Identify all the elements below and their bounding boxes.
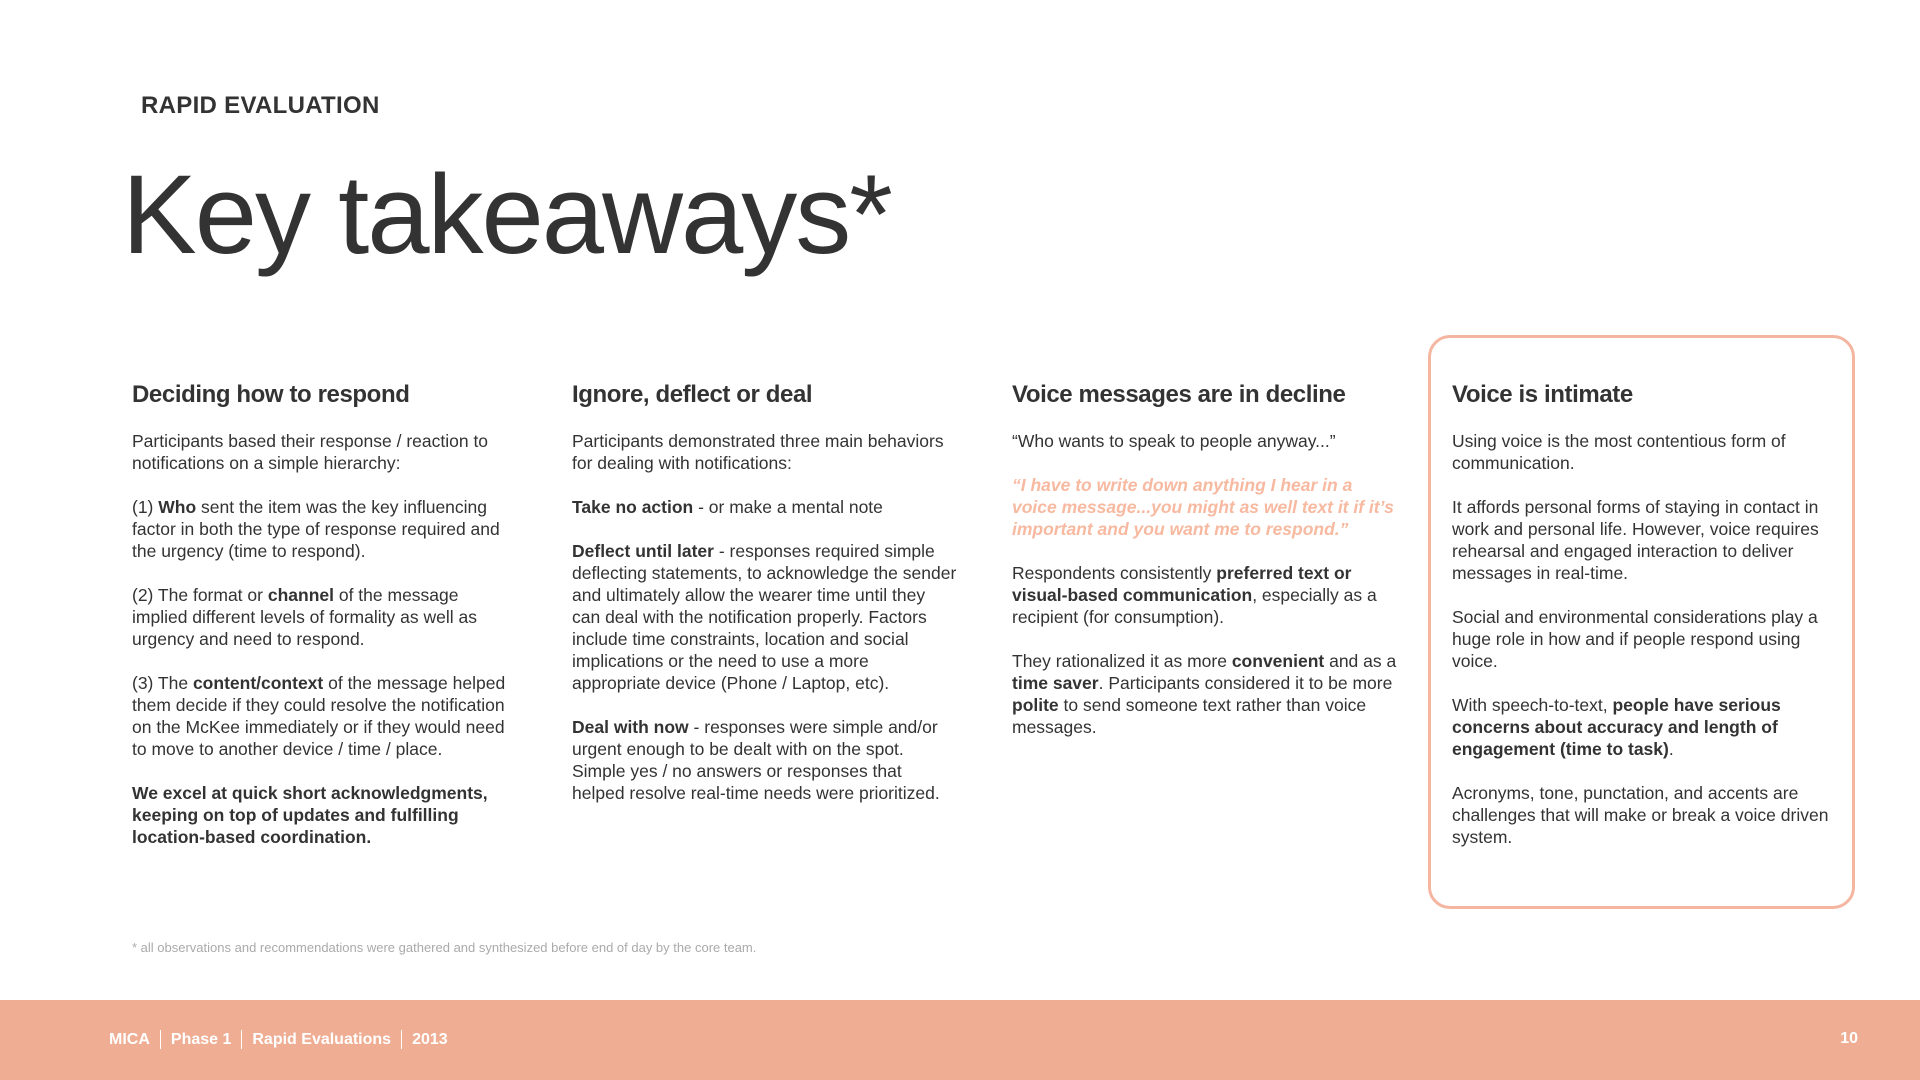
column-heading: Voice is intimate bbox=[1452, 381, 1633, 408]
text-run: - responses were simple and/or urgent enough to be dealt with on the spot. Simple yes / no answers or responses that helped resolve real-time needs were prioritized. bbox=[572, 717, 940, 803]
text-run: They rationalized it as more bbox=[1012, 651, 1232, 671]
text-run: of the message implied different levels of formality as well as urgency and need to respond. bbox=[132, 585, 477, 649]
column-body bbox=[132, 430, 517, 848]
text-run: . bbox=[1668, 739, 1674, 759]
column-body bbox=[572, 430, 957, 804]
takeaway-column-1 bbox=[132, 378, 517, 870]
emphasis-text: preferred text or visual-based communication bbox=[1012, 563, 1352, 605]
text-run: Social and environmental considerations play a huge role in how and if people respond using voice. bbox=[1452, 607, 1818, 671]
paragraph bbox=[1012, 562, 1397, 628]
paragraph bbox=[132, 672, 517, 760]
footnote: * all observations and recommendations were gathered and synthesized before end of day by the core team. bbox=[132, 940, 757, 955]
emphasis-text: Take no action bbox=[572, 497, 694, 517]
column-body bbox=[1452, 430, 1837, 848]
paragraph bbox=[1452, 606, 1837, 672]
text-run: Participants demonstrated three main behaviors for dealing with notifications: bbox=[572, 431, 944, 473]
text-run: (3) The bbox=[132, 673, 193, 693]
paragraph bbox=[132, 782, 517, 848]
emphasis-text: content/context bbox=[192, 673, 324, 693]
text-run: , especially as a recipient (for consumption). bbox=[1012, 585, 1377, 627]
text-run: . Participants considered it to be more bbox=[1098, 673, 1393, 693]
column-body bbox=[1012, 430, 1397, 738]
text-run: sent the item was the key influencing factor in both the type of response required and the urgency (time to respond). bbox=[132, 497, 500, 561]
text-run: It affords personal forms of staying in contact in work and personal life. However, voice requires rehearsal and engaged interaction to deliver messages in real-time. bbox=[1452, 497, 1819, 583]
page-number: 10 bbox=[1840, 1030, 1858, 1047]
text-run: With speech-to-text, bbox=[1452, 695, 1613, 715]
emphasis-text: people have serious concerns about accuracy and length of engagement (time to task) bbox=[1452, 695, 1781, 759]
footer-crumb: 2013 bbox=[412, 1030, 448, 1048]
paragraph bbox=[572, 540, 957, 694]
text-run: “I have to write down anything I hear in a voice message...you might as well text it if it’s important and you want me to respond.” bbox=[1012, 475, 1394, 539]
text-run: - or make a mental note bbox=[693, 497, 883, 517]
paragraph bbox=[1012, 430, 1397, 452]
column-heading: Ignore, deflect or deal bbox=[572, 381, 813, 408]
paragraph bbox=[572, 716, 957, 804]
text-run: Respondents consistently bbox=[1012, 563, 1217, 583]
emphasis-text: time saver bbox=[1012, 673, 1099, 693]
text-run: Participants based their response / reaction to notifications on a simple hierarchy: bbox=[132, 431, 489, 473]
text-run: and as a bbox=[1324, 651, 1397, 671]
section-eyebrow: RAPID EVALUATION bbox=[141, 92, 380, 119]
footer-bar bbox=[0, 1000, 1920, 1080]
emphasis-text: Deflect until later bbox=[572, 541, 714, 561]
text-run: Using voice is the most contentious form of communication. bbox=[1452, 431, 1786, 473]
pull-quote bbox=[1012, 474, 1397, 540]
emphasis-text: We excel at quick short acknowledgments, keeping on top of updates and fulfilling location-based coordination. bbox=[132, 783, 488, 847]
paragraph bbox=[1452, 694, 1837, 760]
column-heading: Voice messages are in decline bbox=[1012, 381, 1346, 408]
column-heading: Deciding how to respond bbox=[132, 381, 410, 408]
paragraph bbox=[132, 496, 517, 562]
footer-crumb: Phase 1 bbox=[170, 1030, 232, 1048]
footer-breadcrumb bbox=[109, 1030, 448, 1049]
paragraph bbox=[1012, 650, 1397, 738]
text-run: (2) The format or bbox=[132, 585, 268, 605]
paragraph bbox=[572, 430, 957, 474]
emphasis-text: channel bbox=[267, 585, 334, 605]
text-run: (1) bbox=[132, 497, 159, 517]
divider bbox=[160, 1030, 161, 1049]
text-run: “Who wants to speak to people anyway...” bbox=[1012, 431, 1336, 451]
emphasis-text: convenient bbox=[1231, 651, 1325, 671]
footer-crumb: MICA bbox=[109, 1030, 150, 1048]
divider bbox=[401, 1030, 402, 1049]
footer-crumb: Rapid Evaluations bbox=[252, 1030, 392, 1048]
takeaway-column-4 bbox=[1452, 378, 1837, 870]
divider bbox=[241, 1030, 242, 1049]
paragraph bbox=[1452, 782, 1837, 848]
page-title: Key takeaways* bbox=[122, 152, 891, 277]
paragraph bbox=[1452, 430, 1837, 474]
paragraph bbox=[572, 496, 957, 518]
text-run: to send someone text rather than voice messages. bbox=[1012, 695, 1367, 737]
text-run: of the message helped them decide if they could resolve the notification on the McKee immediately or if they would need to move to another device / time / place. bbox=[132, 673, 506, 759]
emphasis-text: Deal with now bbox=[572, 717, 689, 737]
emphasis-text: polite bbox=[1012, 695, 1059, 715]
emphasis-text: Who bbox=[158, 497, 197, 517]
paragraph bbox=[132, 430, 517, 474]
paragraph bbox=[132, 584, 517, 650]
paragraph bbox=[1452, 496, 1837, 584]
text-run: - responses required simple deflecting statements, to acknowledge the sender and ultimately allow the wearer time until they can deal with the notification properly. Factors include time constraints, location and social implications or the need to use a more appropriate device (Phone / Laptop, etc). bbox=[572, 541, 957, 693]
takeaway-column-3 bbox=[1012, 378, 1397, 760]
takeaway-column-2 bbox=[572, 378, 957, 826]
text-run: Acronyms, tone, punctation, and accents are challenges that will make or break a voice driven system. bbox=[1452, 783, 1829, 847]
